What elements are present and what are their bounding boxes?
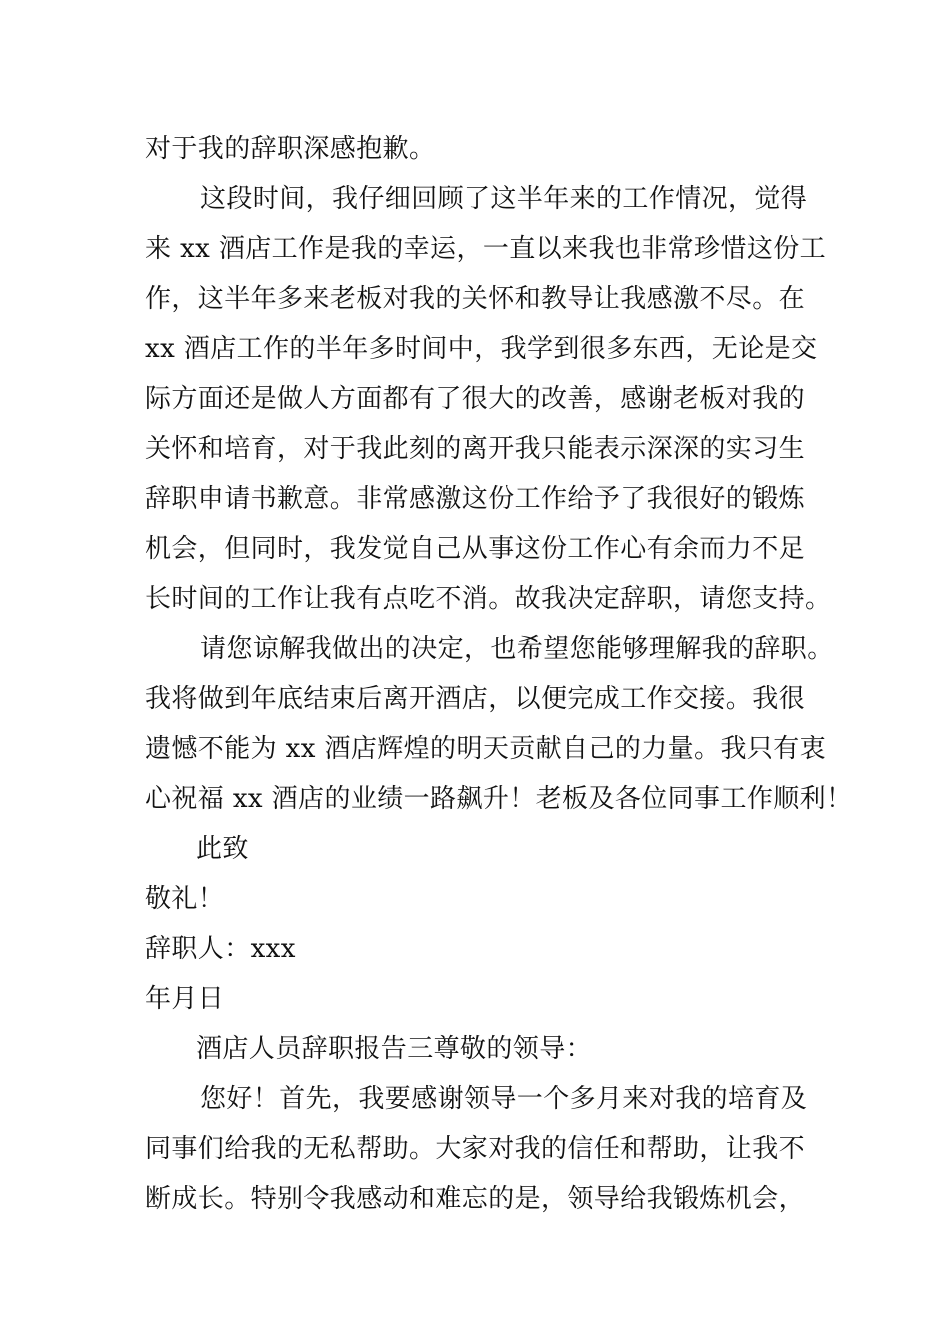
section-heading: 酒店人员辞职报告三尊敬的领导： bbox=[196, 1034, 593, 1064]
text-line: 来 xx 酒店工作是我的幸运，一直以来我也非常珍惜这份工 bbox=[145, 234, 827, 264]
text-line: 请您谅解我做出的决定，也希望您能够理解我的辞职。 bbox=[200, 634, 834, 664]
text-line: 断成长。特别令我感动和难忘的是，领导给我锻炼机会， bbox=[145, 1184, 806, 1214]
text-line: 作，这半年多来老板对我的关怀和教导让我感激不尽。在 bbox=[145, 284, 806, 314]
closing-line: 此致 bbox=[196, 834, 249, 864]
text-line: 辞职申请书歉意。非常感激这份工作给予了我很好的锻炼 bbox=[145, 484, 806, 514]
text-line: 机会，但同时，我发觉自己从事这份工作心有余而力不足 bbox=[145, 534, 806, 564]
text-line: 我将做到年底结束后离开酒店，以便完成工作交接。我很 bbox=[145, 684, 806, 714]
text-line: 长时间的工作让我有点吃不消。故我决定辞职，请您支持。 bbox=[145, 584, 832, 614]
text-line: 同事们给我的无私帮助。大家对我的信任和帮助，让我不 bbox=[145, 1134, 806, 1164]
signature-line: 辞职人：xxx bbox=[145, 934, 296, 964]
text-line: 关怀和培育，对于我此刻的离开我只能表示深深的实习生 bbox=[145, 434, 806, 464]
date-line: 年月日 bbox=[145, 984, 225, 1014]
text-line: 遗憾不能为 xx 酒店辉煌的明天贡献自己的力量。我只有衷 bbox=[145, 734, 827, 764]
text-line: 对于我的辞职深感抱歉。 bbox=[145, 134, 436, 164]
text-line: 际方面还是做人方面都有了很大的改善，感谢老板对我的 bbox=[145, 384, 806, 414]
text-line: xx 酒店工作的半年多时间中，我学到很多东西，无论是交 bbox=[145, 334, 818, 364]
text-line: 这段时间，我仔细回顾了这半年来的工作情况，觉得 bbox=[200, 184, 808, 214]
salutation-line: 敬礼！ bbox=[145, 884, 225, 914]
text-line: 心祝福 xx 酒店的业绩一路飙升！老板及各位同事工作顺利！ bbox=[145, 784, 853, 814]
text-line: 您好！首先，我要感谢领导一个多月来对我的培育及 bbox=[200, 1084, 808, 1114]
